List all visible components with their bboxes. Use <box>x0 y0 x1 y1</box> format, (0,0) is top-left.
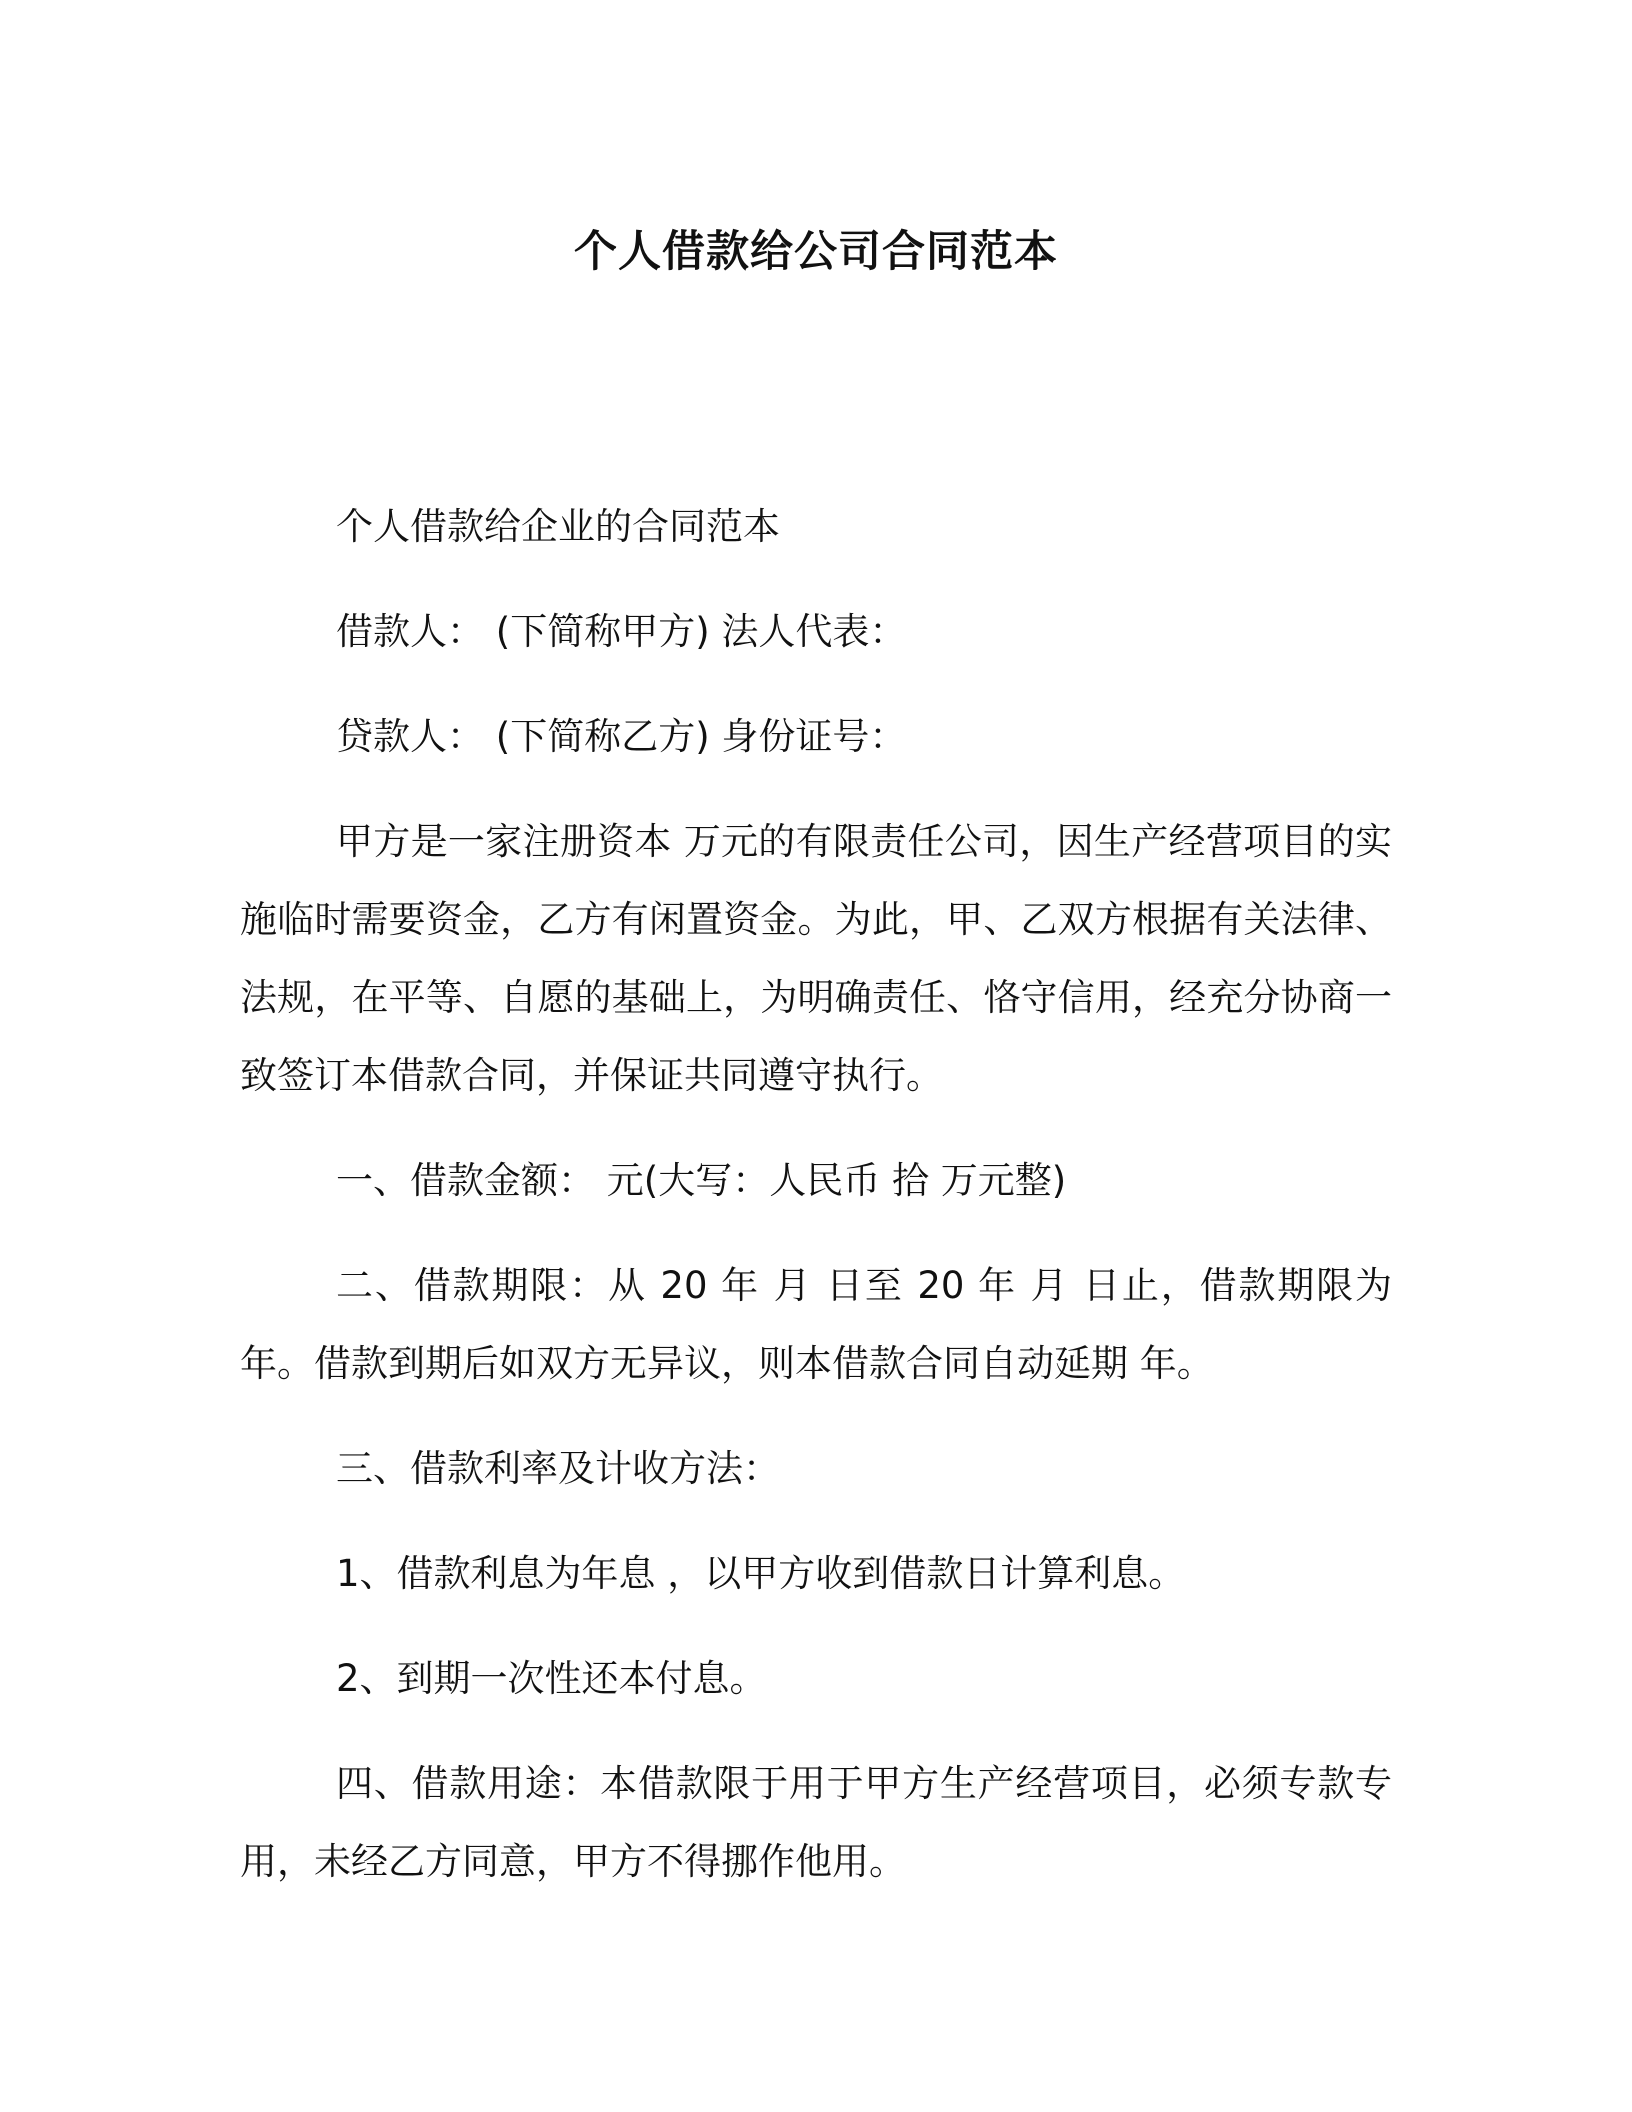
paragraph-clause-interest: 三、借款利率及计收方法： <box>336 1447 780 1490</box>
paragraph-interest-item-1: 1、借款利息为年息 ，以甲方收到借款日计算利息。 <box>336 1552 1186 1595</box>
paragraph-preamble: 甲方是一家注册资本 万元的有限责任公司，因生产经营项目的实施临时需要资金，乙方有闲置资金。为此，甲、乙双方根据有关法律、法规，在平等、自愿的基础上，为明确责任、恪守信用，经充分协商一致签订本借款合同，并保证共同遵守执行。 <box>240 820 1392 1097</box>
paragraph-clause-purpose: 四、借款用途：本借款限于用于甲方生产经营项目，必须专款专用，未经乙方同意，甲方不得挪作他用。 <box>240 1762 1392 1883</box>
paragraph-interest-item-2: 2、到期一次性还本付息。 <box>336 1657 767 1700</box>
paragraph-borrower: 借款人： (下简称甲方) 法人代表： <box>336 610 907 653</box>
paragraph-lender: 贷款人： (下简称乙方) 身份证号： <box>336 715 907 758</box>
paragraph-clause-term: 二、借款期限：从 20 年 月 日至 20 年 月 日止，借款期限为 年。借款到期后如双方无异议，则本借款合同自动延期 年。 <box>240 1264 1392 1385</box>
paragraph-clause-amount: 一、借款金额： 元(大写：人民币 拾 万元整) <box>336 1159 1067 1202</box>
paragraph-subtitle: 个人借款给企业的合同范本 <box>336 505 780 548</box>
document-title: 个人借款给公司合同范本 <box>574 227 1058 277</box>
document-body <box>240 488 1392 1928</box>
